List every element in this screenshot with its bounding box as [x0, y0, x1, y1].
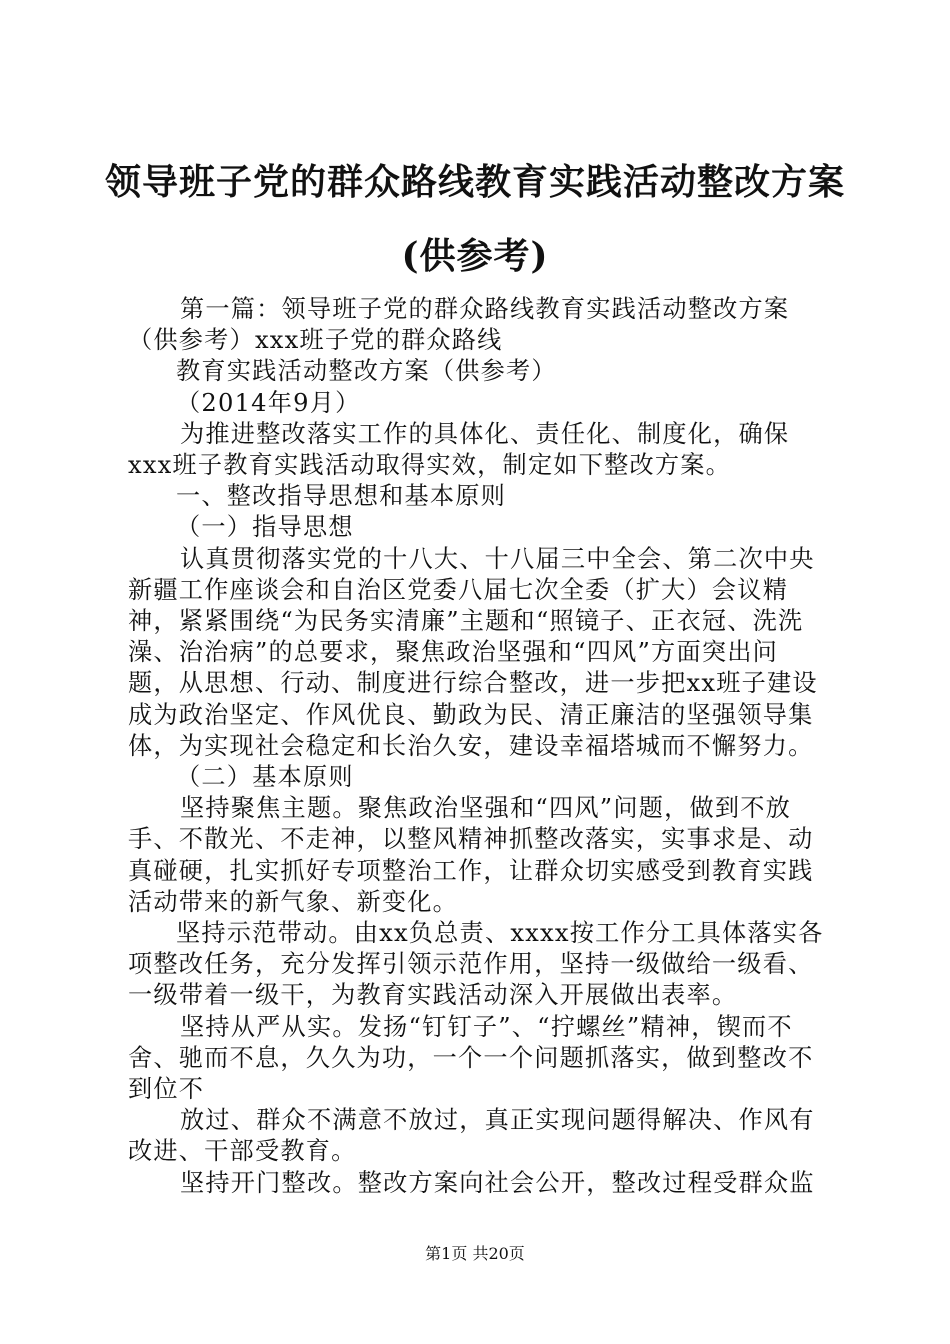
paragraph: 第一篇：领导班子党的群众路线教育实践活动整改方案（供参考）xxx班子党的群众路线: [128, 295, 790, 355]
paragraph: 认真贯彻落实党的十八大、十八届三中全会、第二次中央新疆工作座谈会和自治区党委八届七次全委（扩大）会议精神，紧紧围绕“为民务实清廉”主题和“照镜子、正衣冠、洗洗澡、治治病”的总要求，聚焦政治坚强和“四风”方面突出问题，从思想、行动、制度进行综合整改，进一步把xx班子建设成为政治坚定、作风优良、勤政为民、清正廉洁的坚强领导集体，为实现社会稳定和长治久安，建设幸福塔城而不懈努力。: [128, 544, 818, 760]
document-body: [128, 294, 828, 1199]
page-footer: 第1页 共20页: [425, 1244, 525, 1263]
paragraph: 放过、群众不满意不放过，真正实现问题得解决、作风有改进、干部受教育。: [128, 1106, 815, 1166]
paragraph: 为推进整改落实工作的具体化、责任化、制度化，确保xxx班子教育实践活动取得实效，制定如下整改方案。: [128, 419, 790, 480]
subsection-heading: （二）基本原则: [176, 763, 354, 792]
document-subtitle: (供参考): [401, 235, 549, 277]
paragraph: 坚持聚焦主题。聚焦政治坚强和“四风”问题，做到不放手、不散光、不走神，以整风精神抓整改落实，实事求是、动真碰硬，扎实抓好专项整治工作，让群众切实感受到教育实践活动带来的新气象、新变化。: [128, 794, 814, 916]
paragraph: 坚持从严从实。发扬“钉钉子”、“拧螺丝”精神，锲而不舍、驰而不息，久久为功，一个一个问题抓落实，做到整改不到位不: [128, 1012, 814, 1104]
document-title: 领导班子党的群众路线教育实践活动整改方案: [104, 161, 845, 203]
paragraph: （2014年9月）: [176, 388, 361, 417]
paragraph: 坚持开门整改。整改方案向社会公开，整改过程受群众监: [180, 1168, 815, 1197]
paragraph: 坚持示范带动。由xx负总责、xxxx按工作分工具体落实各项整改任务，充分发挥引领示范作用，坚持一级做给一级看、一级带着一级干，为教育实践活动深入开展做出表率。: [128, 919, 824, 1010]
section-heading: 一、整改指导思想和基本原则: [176, 482, 507, 511]
paragraph: 教育实践活动整改方案（供参考）: [176, 357, 557, 386]
subsection-heading: （一）指导思想: [176, 513, 354, 542]
